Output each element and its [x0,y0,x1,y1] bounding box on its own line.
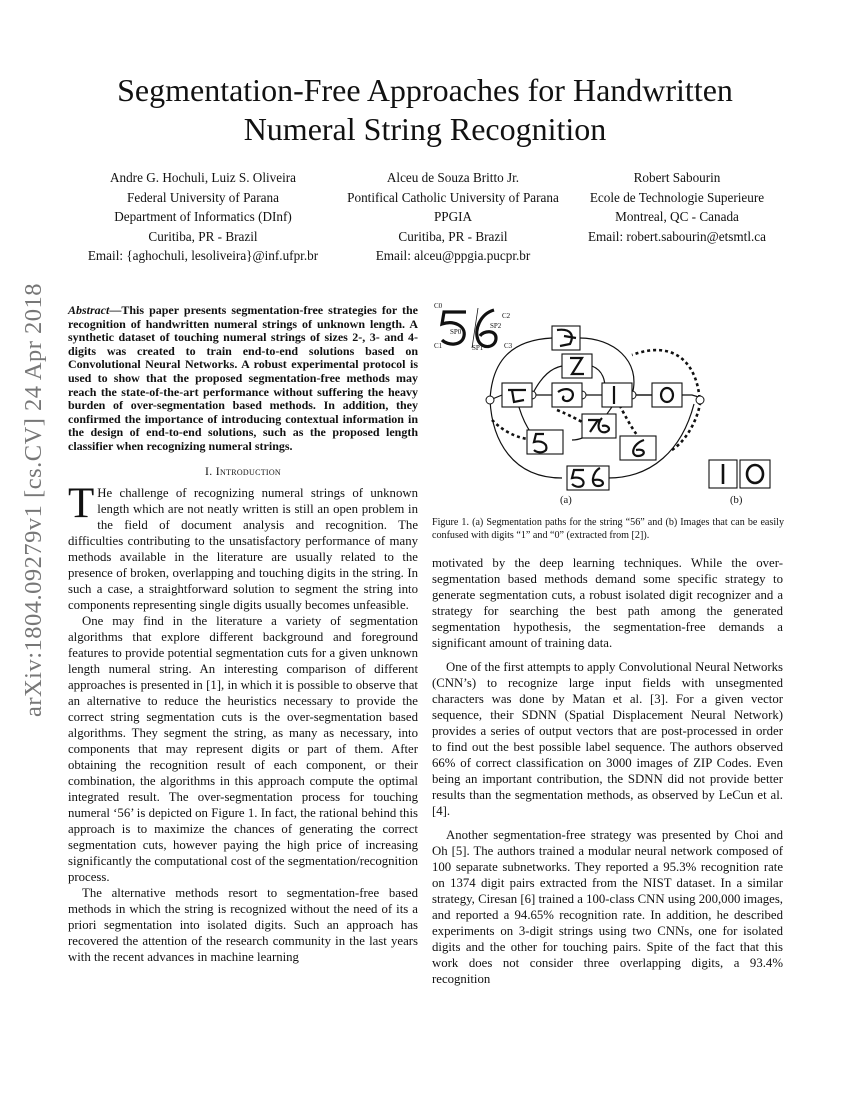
left-column [68,304,418,965]
drop-cap: T [68,479,95,527]
right-paragraph-3: Another segmentation-free strategy was presented by Choi and Oh [5]. The authors trained a modular neural network composed of 100 separate subnetworks. They reported a 95.3% recognition rate on 1374 digit pairs extracted from the NIST dataset. In a similar strategy, Ciresan [6] trained a 100-class CNN using 200,000 images, and reported a 94.65% recognition rate. In addition, he described experiments on 3-digit strings using two CNNs, one for isolated digits and the other for touching pairs. Spite of the fact that this work does not consider three overlapping digits, a 93.4% recognition [432,828,784,986]
segment-label: C0 [434,302,443,310]
author-name: Robert Sabourin [633,170,721,185]
segmentation-graph [432,300,784,500]
abstract-label: Abstract [68,303,110,317]
section-heading-introduction: I. Introduction [204,463,282,478]
paragraph-text: He challenge of recognizing numeral strings of unknown length which are not neatly written is still an open problem in the field of document analysis and recognition. The difficulties contributing to the unsatisfactory performance of many methods available in the literature are usually related to the presence of broken, overlapping and touching digits in the string. In such a case, a straightforward solution to segment the string into components representing single digits usually becomes unfeasible. [68,485,418,612]
right-paragraph-2: One of the first attempts to apply Convolutional Neural Networks (CNN’s) to recognize large input fields with unsegmented characters was done by Matan et al. [3]. For a given vector sequence, their SDNN (Spatial Displacement Neural Network) provides a series of output vectors that are post-processed in order to find out the best possible label sequence. The authors observed 66% of correct classification on 3000 images of ZIP Codes. Even being an important contribution, the SDNN did not provide better results than the segmentation methods, as observed by LeCun et al. [4]. [432,660,783,818]
arxiv-sidebar-stamp [12,282,56,718]
intro-paragraph-2: One may find in the literature a variety of segmentation algorithms that explore different background and foreground features to provide potential segmentation cuts for a given unknown length numeral string. An interesting comparison of different approaches is presented in [1], in which it is possible to observe that an alternative to reduce the heuristics necessary to provide the correct string segmentation cuts is the over-segmentation based algorithms. They segment the string, as many as necessary, into components that may represent digits or part of them. After obtaining the recognition result of each component, or their combination, the algorithms in this approach compute the optimal integrated result. The over-segmentation process for touching numeral ‘56’ is depicted on Figure 1. In fact, the rational behind this approach is to maximize the chances of generating the correct segmentation cuts, however paying the high price of increasing significantly the computational cost of the segmentation/recognition process. [68,613,418,884]
author-location: Montreal, QC - Canada [615,209,739,225]
arxiv-identifier: arXiv:1804.09279v1 [cs.CV] 24 Apr 2018 [20,282,48,718]
figure-1-caption: Figure 1. (a) Segmentation paths for the string “56” and (b) Images that can be easily confused with digits “1” and “0” (extracted from [2]). [432,517,784,542]
author-affiliation: Federal University of Parana [127,189,279,205]
segment-label: SP1 [472,344,484,352]
author-location: Curitiba, PR - Brazil [148,228,258,244]
segment-label: SP2 [490,322,502,330]
digit-box [602,383,632,407]
segment-label: C2 [502,312,511,320]
graph-node [696,396,704,404]
author-block-2 [338,168,568,266]
author-location: Curitiba, PR - Brazil [398,228,508,244]
digit-box [652,383,682,407]
right-paragraph-1: motivated by the deep learning techniques. While the over-segmentation based methods demand some specific strategy to generate segmentation cuts, a robust isolated digit recognizer and a strategy for searching the best path among the generated segmentation hypothesis, the segmentation-free demands a significant amount of training data. [432,556,783,650]
digit-box [502,383,532,407]
author-block-3 [572,168,782,246]
intro-paragraph-3: The alternative methods resort to segmentation-free based methods in which the string is recognized without the need of its a priori segmentation into isolated digits. Such an approach has recovered the attention of the research community in the last years with the recent advances in machine learning [68,885,418,964]
author-department: Department of Informatics (DInf) [114,209,292,225]
author-affiliation: Ecole de Technologie Superieure [589,189,765,205]
figure-label-b: (b) [730,495,743,506]
author-affiliation: Pontifical Catholic University of Parana [347,189,559,205]
abstract-text: —This paper presents segmentation-free strategies for the recognition of handwritten numeral strings of unknown length. A synthetic dataset of touching numeral strings of sizes 2-, 3- and 4-digits was created to train end-to-end solutions based on Convolutional Neural Networks. A robust experimental protocol is used to show that the proposed segmentation-free methods may reach the state-of-the-art performance without suffering the heavy burden of over-segmentation based methods. In addition, they confirmed the importance of introducing contextual information in the design of end-to-end solutions, such as the proposed length classifier when recognizing numeral strings. [68,303,418,453]
abstract [68,304,418,454]
digit-box [552,383,582,407]
right-column [432,555,783,987]
segment-label: C1 [434,342,443,350]
figure-label-a: (a) [560,495,572,506]
author-email: Email: robert.sabourin@etsmtl.ca [587,228,767,244]
figure-1 [432,300,784,510]
author-name: Andre G. Hochuli, Luiz S. Oliveira [109,170,297,185]
segment-label: C3 [504,342,513,350]
paper-title: Segmentation-Free Approaches for Handwritten Numeral String Recognition [117,72,733,147]
segment-label: SP0 [450,328,462,336]
author-block-1 [68,168,338,266]
author-department: PPGIA [433,209,473,225]
intro-paragraph-1 [68,479,418,613]
graph-node [486,396,494,404]
author-email: Email: alceu@ppgia.pucpr.br [375,248,531,264]
author-name: Alceu de Souza Britto Jr. [386,170,520,185]
author-email: Email: {aghochuli, lesoliveira}@inf.ufpr.br [87,248,319,264]
